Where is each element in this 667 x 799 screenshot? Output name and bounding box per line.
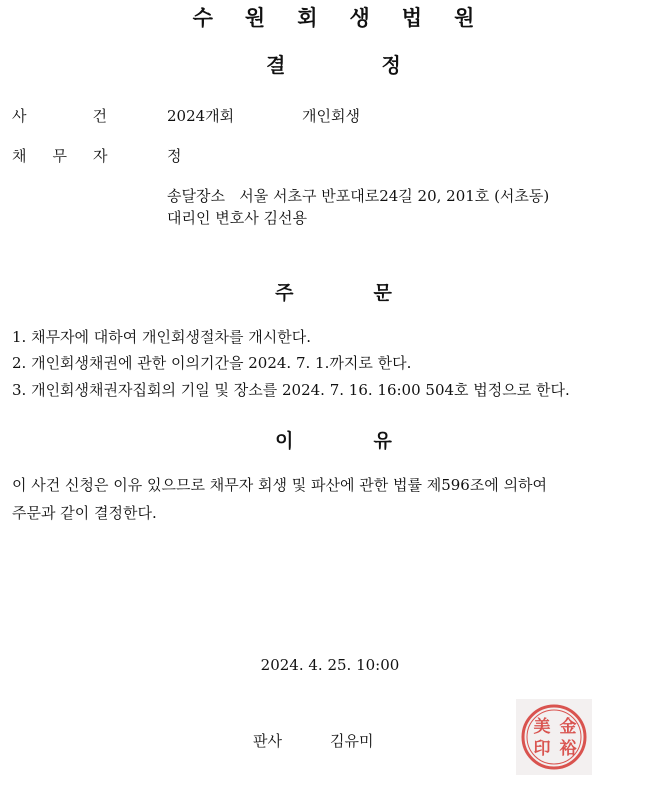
seal-character: 美 [533, 717, 551, 737]
reason-text-line: 주문과 같이 결정한다. [12, 504, 157, 522]
order-item: 3. 개인회생채권자집회의 기일 및 장소를 2024. 7. 16. 16:00 504호 법정으로 한다. [12, 381, 570, 399]
order-item: 1. 채무자에 대하여 개인회생절차를 개시한다. [12, 328, 311, 346]
judge-label: 판사 [253, 732, 282, 750]
debtor-agent: 대리인 변호사 김선용 [167, 209, 307, 227]
reason-heading-char: 이 [275, 430, 294, 452]
court-name-char: 회 [297, 6, 318, 30]
court-name-char: 법 [401, 6, 423, 30]
court-name-char: 생 [349, 6, 370, 30]
debtor-label-char: 무 [52, 147, 67, 165]
case-type: 개인회생 [302, 107, 360, 125]
court-name-char: 수 [192, 6, 213, 30]
seal-character: 裕 [559, 739, 577, 759]
seal-character: 金 [559, 717, 577, 737]
reason-heading [0, 426, 667, 453]
order-heading-char: 주 [275, 282, 294, 304]
debtor-label-char: 자 [93, 147, 108, 165]
court-name [0, 2, 667, 32]
judge-seal-icon [516, 699, 592, 775]
case-label [12, 105, 107, 126]
seal-character: 印 [533, 739, 551, 759]
doc-type-char: 정 [381, 53, 401, 77]
order-heading [0, 278, 667, 305]
document-type-title [0, 49, 667, 78]
debtor-address: 송달장소 서울 서초구 반포대로24길 20, 201호 (서초동) [167, 187, 550, 205]
case-label-char: 건 [92, 107, 107, 125]
debtor-label [12, 145, 108, 166]
doc-type-char: 결 [266, 53, 286, 77]
case-number: 2024개회 [167, 107, 235, 125]
debtor-name: 정 [167, 147, 182, 165]
court-name-char: 원 [244, 6, 266, 30]
judge-name: 김유미 [330, 732, 374, 750]
court-name-char: 원 [454, 6, 475, 30]
order-heading-char: 문 [373, 282, 392, 304]
decision-date: 2024. 4. 25. 10:00 [260, 656, 400, 674]
order-item: 2. 개인회생채권에 관한 이의기간을 2024. 7. 1.까지로 한다. [12, 354, 412, 372]
reason-text-line: 이 사건 신청은 이유 있으므로 채무자 회생 및 파산에 관한 법률 제596조에 의하여 [12, 476, 548, 494]
reason-heading-char: 유 [373, 430, 392, 452]
case-label-char: 사 [12, 107, 27, 125]
debtor-label-char: 채 [12, 147, 27, 165]
